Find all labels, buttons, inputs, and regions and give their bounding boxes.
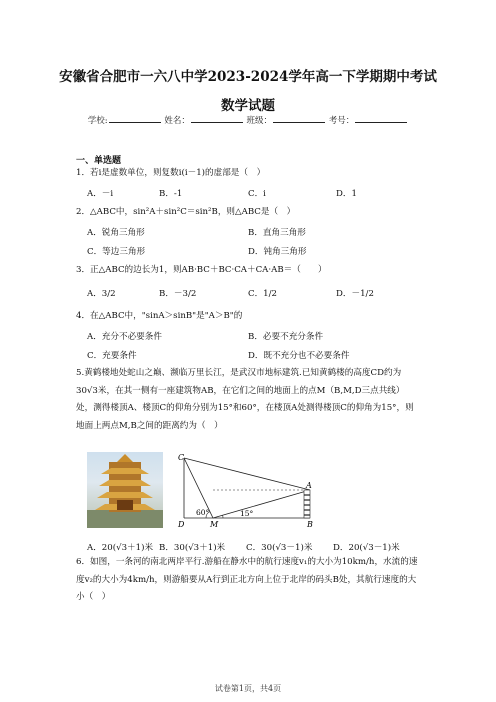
class-label: 班级： bbox=[246, 116, 273, 126]
page-footer: 试卷第1页，共4页 bbox=[214, 684, 282, 693]
q5-option-c: C．30(√3－1)米 bbox=[246, 543, 313, 553]
info-line bbox=[0, 114, 496, 126]
q1-option-b: B．-1 bbox=[159, 189, 183, 199]
q5-option-d: D．20(√3－1)米 bbox=[333, 543, 400, 553]
name-blank[interactable] bbox=[191, 114, 243, 123]
q3-option-b: B．－3/2 bbox=[159, 289, 197, 299]
q4-option-b: B．必要不充分条件 bbox=[248, 332, 324, 342]
geometry-diagram bbox=[168, 448, 328, 530]
label-c: C bbox=[178, 453, 185, 462]
exam-number-blank[interactable] bbox=[355, 114, 407, 123]
q2-option-b: B．直角三角形 bbox=[248, 228, 306, 238]
question-2-stem: 2．△ABC中，sin²A＋sin²C＝sin²B，则△ABC是（ ） bbox=[76, 207, 296, 217]
q1-option-a: A．－i bbox=[87, 189, 114, 199]
label-b: B bbox=[307, 520, 313, 529]
q2-option-d: D．钝角三角形 bbox=[248, 247, 307, 257]
q3-option-c: C．1/2 bbox=[248, 289, 277, 299]
question-3-stem: 3．正△ABC的边长为1，则AB·BC＋BC·CA＋CA·AB＝（ ） bbox=[76, 265, 327, 275]
question-4-stem: 4．在△ABC中，"sinA＞sinB"是"A＞B"的 bbox=[76, 311, 243, 321]
q3-option-a: A．3/2 bbox=[87, 289, 116, 299]
q5-option-a: A．20(√3＋1)米 bbox=[87, 543, 154, 553]
q1-option-c: C．i bbox=[248, 189, 266, 199]
school-blank[interactable] bbox=[109, 114, 161, 123]
line-ca bbox=[184, 458, 310, 490]
label-m: M bbox=[210, 520, 219, 529]
building-ab bbox=[304, 490, 310, 518]
class-blank[interactable] bbox=[273, 114, 325, 123]
question-5-stem: 5.黄鹤楼地处蛇山之巅、濒临万里长江，是武汉市地标建筑.已知黄鹤楼的高度CD约为30√3米，在其一侧有一座建筑物AB，在它们之间的地面上的点M（B,M,D三点共线）处，测得楼顶A、楼顶C的仰角分别为15°和60°，在楼顶A处测得楼顶C的仰角为15°，则地面上两点M,B之间的距离约为（ ） bbox=[76, 368, 414, 431]
school-label: 学校: bbox=[87, 116, 108, 126]
q2-option-c: C．等边三角形 bbox=[87, 247, 146, 257]
q5-option-b: B．30(√3＋1)米 bbox=[159, 543, 226, 553]
question-1-stem: 1．若i是虚数单位，则复数i(i－1)的虚部是（ ） bbox=[76, 168, 266, 178]
exam-title: 安徽省合肥市一六八中学2023-2024学年高一下学期期中考试 bbox=[59, 69, 437, 85]
label-d: D bbox=[178, 520, 185, 529]
exam-subtitle: 数学试题 bbox=[221, 98, 275, 114]
name-label: 姓名： bbox=[164, 116, 190, 126]
angle-60-label: 60° bbox=[196, 508, 210, 517]
angle-15-label: 15° bbox=[240, 509, 254, 518]
q3-option-d: D．－1/2 bbox=[336, 289, 374, 299]
q4-option-a: A．充分不必要条件 bbox=[87, 332, 162, 342]
exam-number-label: 考号： bbox=[328, 116, 355, 126]
yellow-crane-tower-photo bbox=[87, 452, 163, 528]
section-title: 一、单选题 bbox=[76, 156, 122, 166]
q1-option-d: D．1 bbox=[336, 189, 357, 199]
q2-option-a: A．锐角三角形 bbox=[87, 228, 145, 238]
label-a: A bbox=[306, 481, 312, 490]
question-6-stem: 6．如图，一条河的南北两岸平行.游船在静水中的航行速度v₁的大小为10km/h，水流的速度v₂的大小为4km/h，则游船要从A行到正北方向上位于北岸的码头B处，其航行速度的大小（ ） bbox=[76, 557, 418, 602]
q4-option-c: C．充要条件 bbox=[87, 351, 137, 361]
q4-option-d: D．既不充分也不必要条件 bbox=[248, 351, 350, 361]
line-ma bbox=[213, 490, 310, 518]
